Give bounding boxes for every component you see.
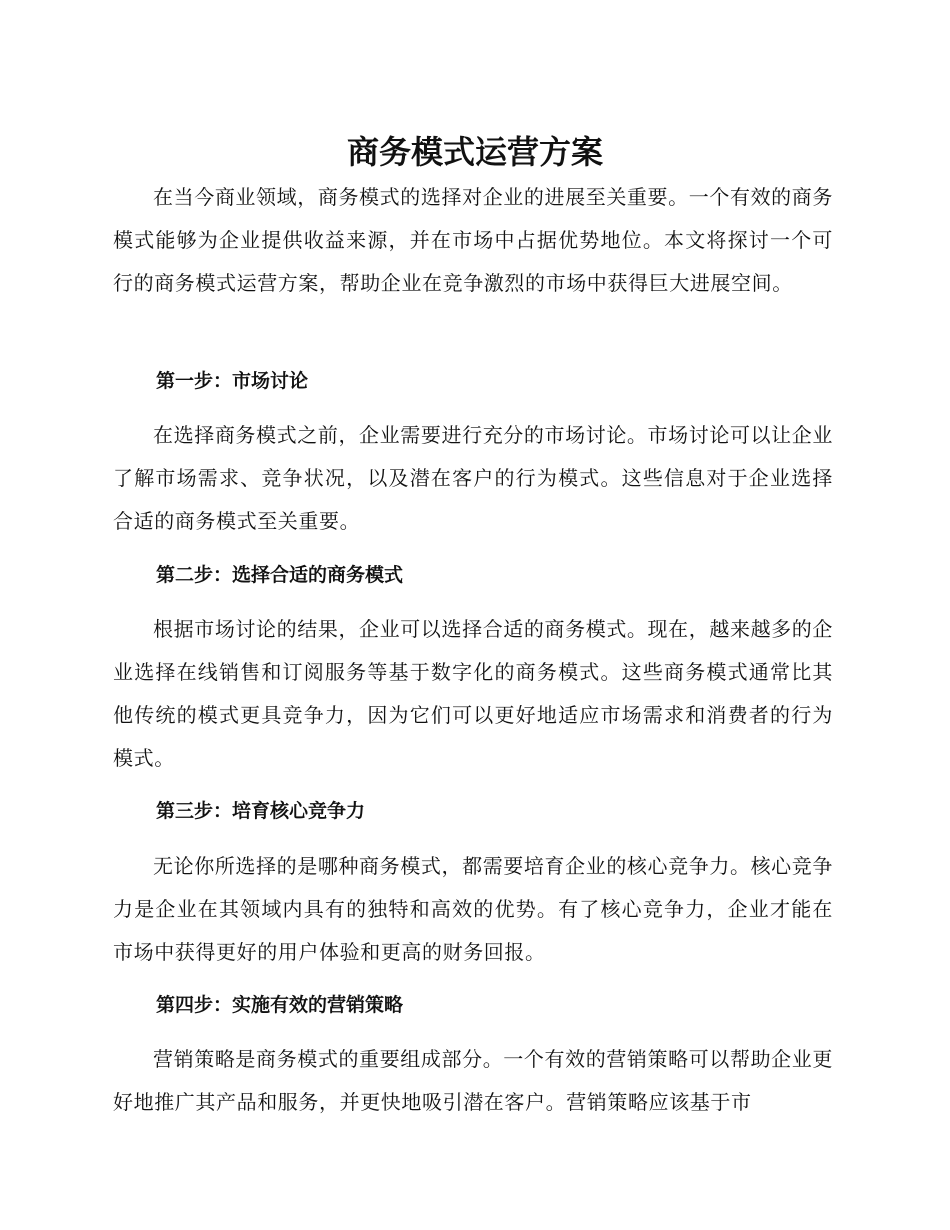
section-heading-1: 第一步：市场讨论 xyxy=(156,370,309,392)
section-body-2: 根据市场讨论的结果，企业可以选择合适的商务模式。现在，越来越多的企业选择在线销售和订阅服务等基于数字化的商务模式。这些商务模式通常比其他传统的模式更具竞争力，因为它们可以更好地适应市场需求和消费者的行为模式。 xyxy=(113,617,833,770)
section-body-3: 无论你所选择的是哪种商务模式，都需要培育企业的核心竞争力。核心竞争力是企业在其领域内具有的独特和高效的优势。有了核心竞争力，企业才能在市场中获得更好的用户体验和更高的财务回报。 xyxy=(113,854,833,964)
section-heading-2: 第二步：选择合适的商务模式 xyxy=(156,564,404,586)
document-title: 商务模式运营方案 xyxy=(346,133,603,171)
section-heading-3: 第三步：培育核心竞争力 xyxy=(156,800,366,822)
section-heading-4: 第四步：实施有效的营销策略 xyxy=(156,994,404,1016)
section-body-4: 营销策略是商务模式的重要组成部分。一个有效的营销策略可以帮助企业更好地推广其产品和服务，并更快地吸引潜在客户。营销策略应该基于市 xyxy=(113,1047,833,1114)
section-body-1: 在选择商务模式之前，企业需要进行充分的市场讨论。市场讨论可以让企业了解市场需求、竞争状况，以及潜在客户的行为模式。这些信息对于企业选择合适的商务模式至关重要。 xyxy=(113,423,833,533)
intro-paragraph: 在当今商业领域，商务模式的选择对企业的进展至关重要。一个有效的商务模式能够为企业提供收益来源，并在市场中占据优势地位。本文将探讨一个可行的商务模式运营方案，帮助企业在竞争激烈的市场中获得巨大进展空间。 xyxy=(113,185,833,295)
